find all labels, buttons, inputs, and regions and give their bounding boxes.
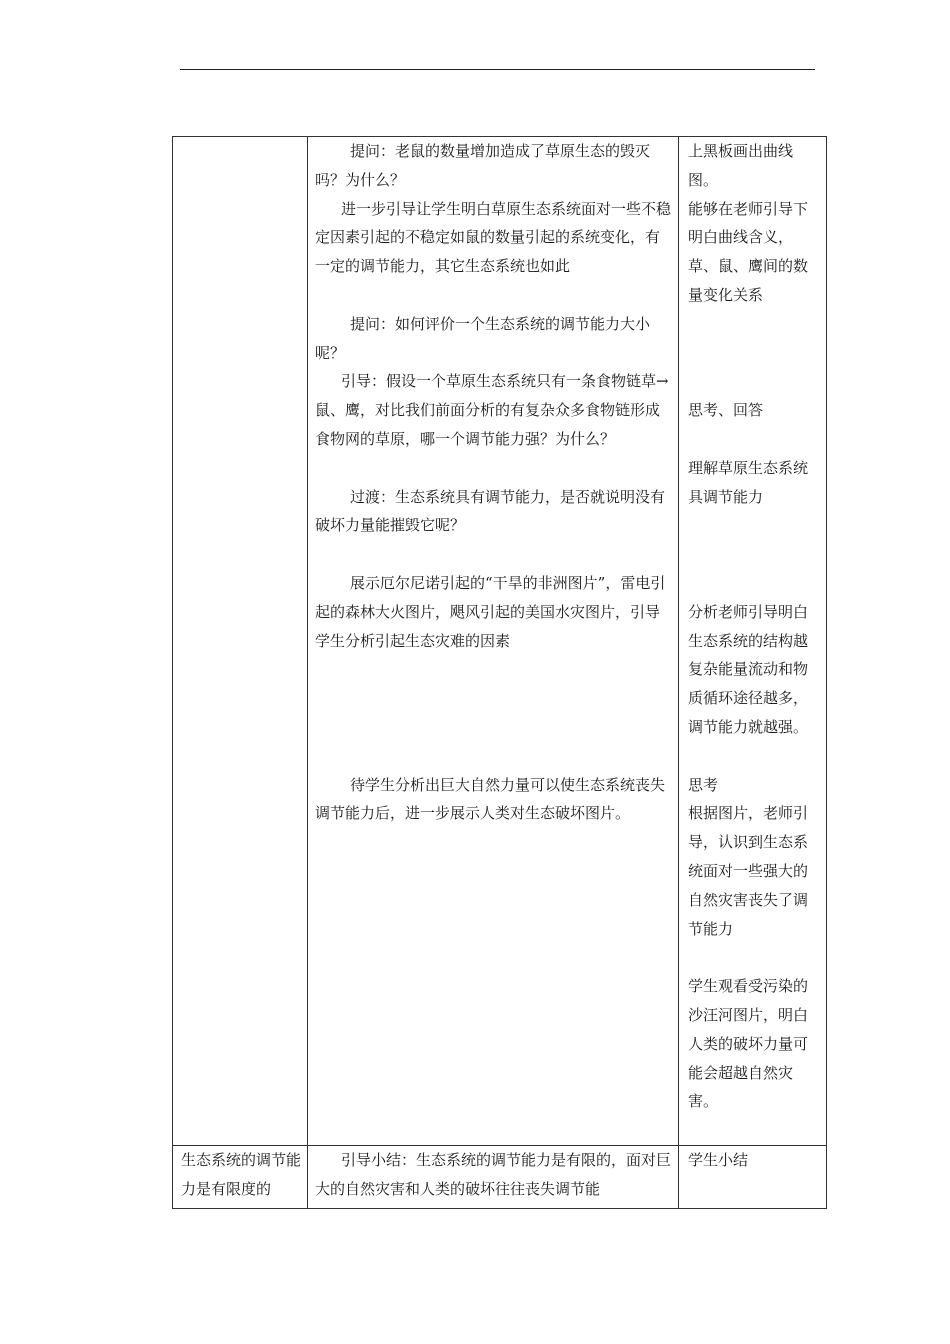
teacher-show-pictures: 展示厄尔尼诺引起的“干旱的非洲图片”，雷电引起的森林大火图片，飓风引起的美国水灾图片，引导学生分析引起生态灾难的因素 bbox=[315, 573, 666, 650]
student-activity-cell bbox=[679, 137, 827, 1146]
header-rule bbox=[180, 69, 815, 70]
student-understand-curve: 能够在老师引导下明白曲线含义，草、鼠、鹰间的数量变化关系 bbox=[688, 199, 809, 304]
table-row bbox=[173, 1146, 827, 1209]
student-analyze: 分析老师引导明白生态系统的结构越复杂能量流动和物质循环途径越多，调节能力就越强。 bbox=[688, 602, 809, 736]
student-summary: 学生小结 bbox=[688, 1151, 749, 1169]
table-row bbox=[173, 137, 827, 1146]
teacher-activity-cell bbox=[308, 1146, 679, 1209]
student-draw-curve: 上黑板画出曲线图。 bbox=[688, 142, 794, 189]
teacher-question-2: 提问：如何评价一个生态系统的调节能力大小呢？ bbox=[315, 314, 651, 362]
student-pollution-pictures: 学生观看受污染的沙汪河图片，明白人类的破坏力量可能会超越自然灾害。 bbox=[688, 977, 809, 1111]
teacher-guide-2: 引导：假设一个草原生态系统只有一条食物链草→鼠、鹰，对比我们前面分析的有复杂众多食物链形成食物网的草原，哪一个调节能力强？为什么？ bbox=[315, 372, 669, 448]
teacher-transition: 过渡：生态系统具有调节能力，是否就说明没有破坏力量能摧毁它呢？ bbox=[315, 487, 666, 535]
lesson-plan-table bbox=[172, 136, 827, 1209]
student-think-answer: 思考、回答 bbox=[688, 401, 764, 420]
teacher-human-damage: 待学生分析出巨大自然力量可以使生态系统丧失调节能力后，进一步展示人类对生态破坏图片。 bbox=[315, 775, 666, 823]
teacher-activity-cell bbox=[308, 137, 679, 1146]
student-activity-cell bbox=[679, 1146, 827, 1209]
student-understand-regulation: 理解草原生态系统具调节能力 bbox=[688, 458, 809, 506]
teacher-summary: 引导小结：生态系统的调节能力是有限的，面对巨大的自然灾害和人类的破坏往往丧失调节能 bbox=[315, 1151, 672, 1198]
teacher-guide-1: 进一步引导让学生明白草原生态系统面对一些不稳定因素引起的不稳定如鼠的数量引起的系统变化，有一定的调节能力，其它生态系统也如此 bbox=[315, 199, 672, 276]
topic-cell bbox=[173, 137, 308, 1146]
student-disaster-recognition: 根据图片，老师引导，认识到生态系统面对一些强大的自然灾害丧失了调节能力 bbox=[688, 804, 809, 938]
student-think: 思考 bbox=[688, 775, 719, 794]
topic-cell bbox=[173, 1146, 308, 1209]
topic-label: 生态系统的调节能力是有限度的 bbox=[181, 1151, 302, 1198]
teacher-question-1: 提问：老鼠的数量增加造成了草原生态的毁灭吗？为什么？ bbox=[315, 142, 651, 189]
